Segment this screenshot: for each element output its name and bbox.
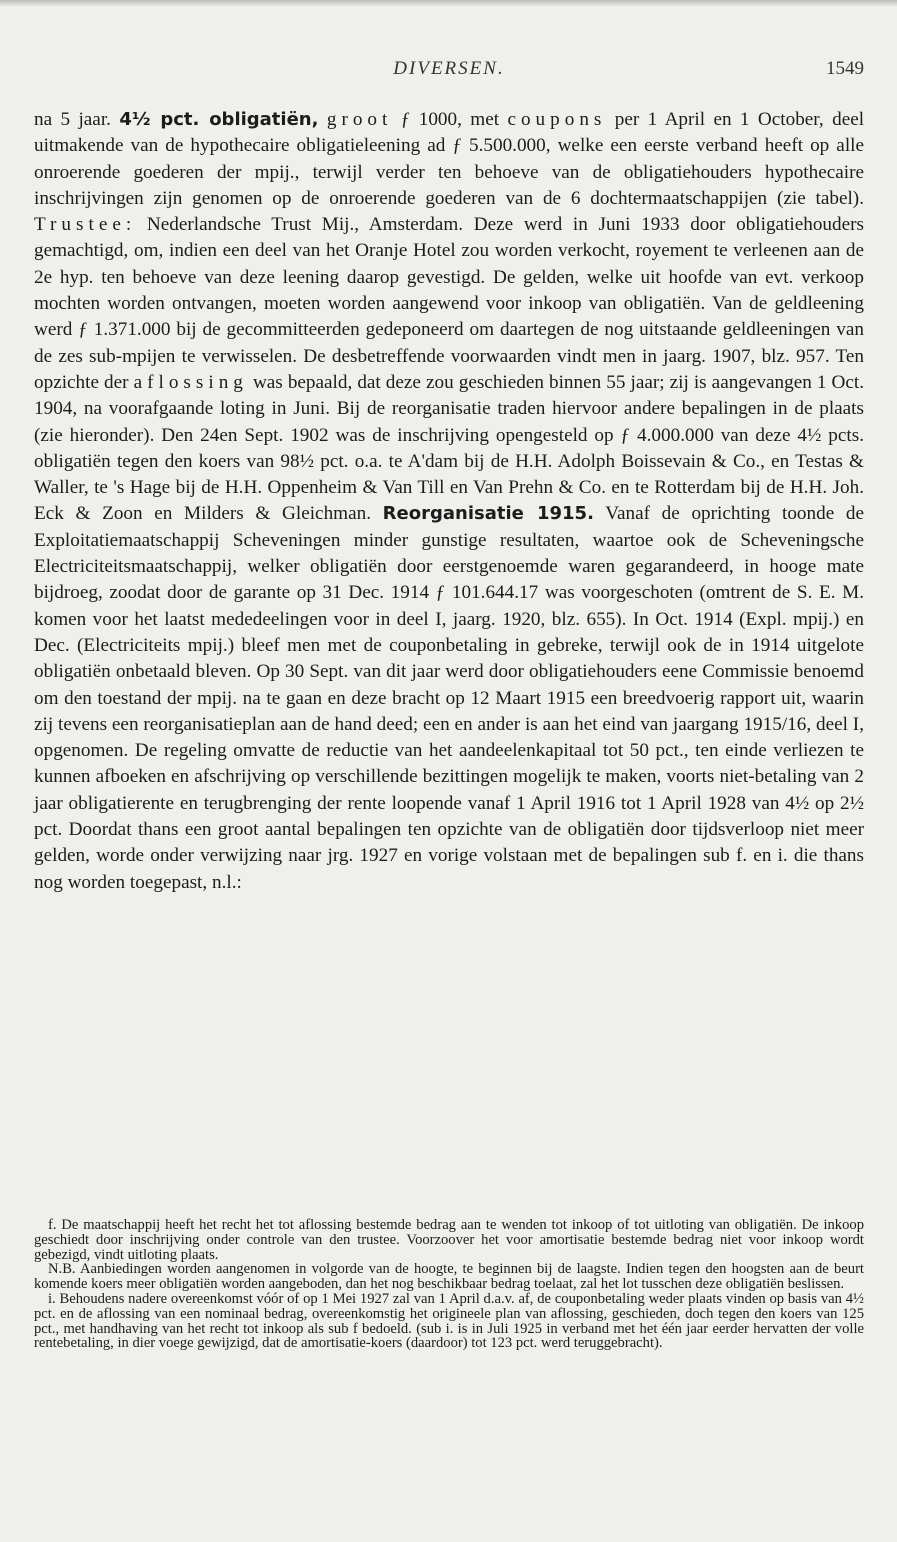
bond-heading: 4½ pct. obligatiën, — [119, 109, 319, 130]
text-run: Nederlandsche Trust Mij., Amsterdam. Deze werd in Juni 1933 door obligatiehouders gemachtigd, om, indien een deel van het Oranje Hotel zou worden verkocht, royement te verleenen aan de 2e hyp. ten behoeve van deze leening daarop gevestigd. De gelden, welke uit hoofde van evt. verkoop mochten worden ontvangen, moeten worden aangewend voor inkoop van obligatiën. Van de geldleening werd ƒ 1.371.000 bij de gecommitteerden gedeponeerd om daartegen de nog uitstaande geldleeningen van de zes sub-mpijen te verwisselen. De desbetreffende voorwaarden vindt men in jaarg. 1907, blz. 957. Ten opzichte der — [34, 214, 864, 393]
text-run: Vanaf de oprichting toonde de Exploitatiemaatschappij Scheveningen minder gunstige resultaten, waartoe ook de Scheveningsche Electriciteitsmaatschappij, welker obligatiën door eerstgenoemde waren gegarandeerd, in hooge mate bijdroeg, zoodat door de garante op 31 Dec. 1914 ƒ 101.644.17 was voorgeschoten (omtrent de S. E. M. komen voor het laatst mededeelingen voor in deel I, jaarg. 1920, blz. 655). In Oct. 1914 (Expl. mpij.) en Dec. (Electriciteits mpij.) bleef men met de couponbetaling in gebreke, terwijl ook de in 1914 uitgelote obligatiën onbetaald bleven. Op 30 Sept. van dit jaar werd door obligatiehouders eene Commissie benoemd om den toestand der mpij. na te gaan en deze bracht op 12 Maart 1915 een breedvoerig rapport uit, waarin zij tevens een reorganisatieplan aan de hand deed; een en ander is aan het eind van jaargang 1915/16, deel I, opgenomen. De regeling omvatte de reductie van het aandeelenkapitaal tot 50 pct., ten einde verliezen te kunnen afboeken en afschrijving op verschillende bezittingen mogelijk te maken, voorts niet-betaling van 2 jaar obligatierente en terugbrenging der rente loopende vanaf 1 April 1916 tot 1 April 1928 van 4½ op 2½ pct. Doordat thans een groot aantal bepalingen ten opzichte van de obligatiën door tijdsverloop niet meer gelden, worde onder verwijzing naar jrg. 1927 en vorige volstaan met de bepalingen sub f. en i. die thans nog worden toegepast, n.l.: — [34, 503, 864, 893]
footnote-nb: N.B. Aanbiedingen worden aangenomen in volgorde van de hoogte, te beginnen bij de laagste. Indien tegen den hoogsten aan de beurt komende koers meer obligatiën worden aangeboden, dan het nog beschikbaar bedrag toelaat, zal het lot tusschen deze obligatiën beslissen. — [34, 1261, 864, 1293]
text-run: na 5 jaar. — [34, 109, 111, 130]
reorganisation-heading: Reorganisatie 1915. — [382, 503, 594, 525]
footnote-i: i. Behoudens nadere overeenkomst vóór of op 1 Mei 1927 zal van 1 April d.a.v. af, de couponbetaling weder plaats vinden op basis van 4½ pct. en de aflossing van een nominaal bedrag, overeenkomstig het origineele plan van aflossing, geschieden, doch tegen den koers van 125 pct., met handhaving van het recht tot inkoop als sub f bedoeld. (sub i. is in Juli 1925 in verband met het één jaar eerder hervatten der volle rentebetaling, in dier voege gewijzigd, dat de amortisatie-koers (daardoor) tot 123 pct. werd teruggebracht). — [34, 1290, 864, 1352]
page-header — [34, 58, 864, 88]
spaced-word-groot: groot — [326, 109, 393, 130]
page-number: 1549 — [826, 58, 864, 79]
text-run: ƒ 1000, met — [400, 109, 500, 130]
spaced-word-trustee: Trustee: — [34, 214, 137, 236]
main-paragraph — [34, 107, 864, 896]
spaced-word-coupons: coupons — [507, 109, 607, 130]
main-text — [34, 107, 864, 896]
footnotes — [34, 1218, 864, 1351]
footnote-f: f. De maatschappij heeft het recht het tot aflossing bestemde bedrag aan te wenden tot inkoop of tot uitloting van obligatiën. De inkoop geschiedt door inschrijving onder controle van den trustee. Voorzoover het voor amortisatie bestemde bedrag niet voor inkoop wordt gebezigd, vindt uitloting plaats. — [34, 1217, 864, 1263]
page-top-edge — [0, 0, 897, 6]
text-run: per 1 April en 1 October, deel uitmakende van de hypothecaire obligatieleening ad ƒ 5.500.000, welke een eerste verband heeft op alle onroerende goederen der mpij., terwijl verder ten behoeve van de obligatiehouders hypothecaire inschrijvingen zijn genomen op de onroerende goederen van de 6 dochtermaatschappijen (zie tabel). — [34, 109, 865, 209]
spaced-word-aflossing: aflossing — [133, 371, 248, 393]
running-title: DIVERSEN. — [393, 58, 505, 79]
text-run: was bepaald, dat deze zou geschieden binnen 55 jaar; zij is aangevangen 1 Oct. 1904, na voorafgaande loting in Juni. Bij de reorganisatie traden hiervoor andere bepalingen in de plaats (zie hieronder). Den 24en Sept. 1902 was de inschrijving opengesteld op ƒ 4.000.000 van deze 4½ pcts. obligatiën tegen den koers van 98½ pct. o.a. te A'dam bij de H.H. Adolph Boissevain & Co., en Testas & Waller, te 's Hage bij de H.H. Oppenheim & Van Till en Van Prehn & Co. en te Rotterdam bij de H.H. Joh. Eck & Zoon en Milders & Gleichman. — [34, 371, 865, 525]
